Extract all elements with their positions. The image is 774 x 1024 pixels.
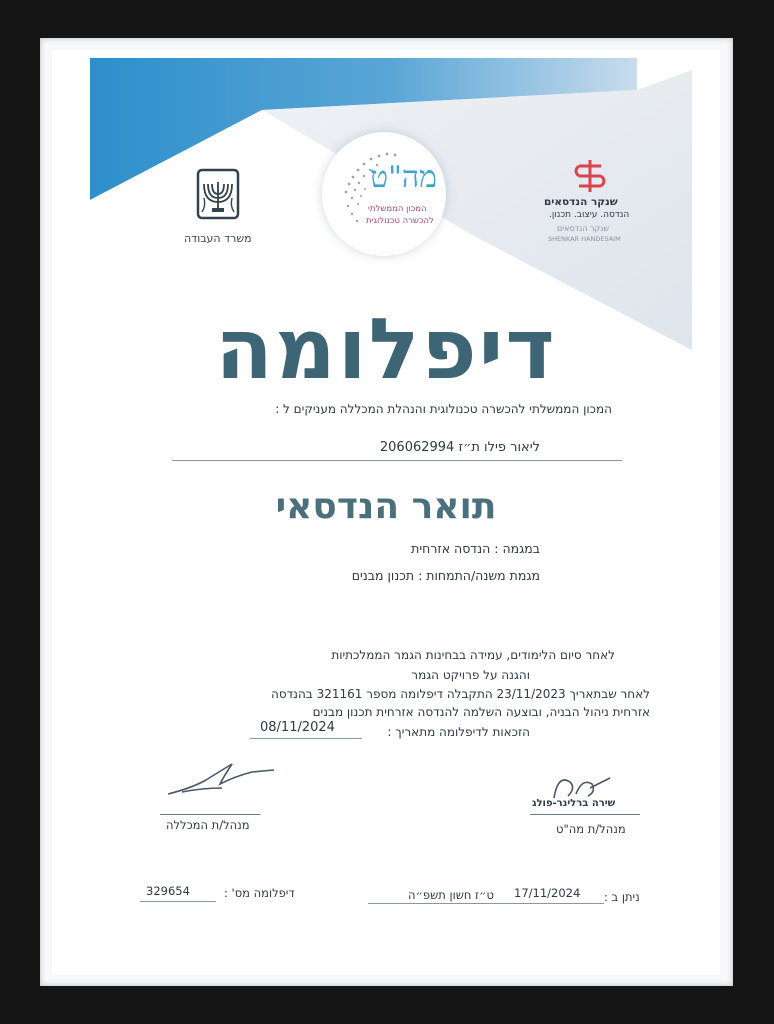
mahat-logo-sub2: להכשרה טכנולוגית <box>366 216 434 226</box>
body-line-2: והגנה על פרויקט הגמר <box>411 668 530 682</box>
mahat-logo <box>322 132 446 256</box>
issued-date-underline <box>368 903 604 904</box>
mahat-logo-sub1: המכון הממשלתי <box>368 204 427 214</box>
menorah-emblem-icon <box>196 168 240 222</box>
ministry-label: משרד העבודה <box>184 232 252 245</box>
body-line-1: לאחר סיום הלימודים, עמידה בבחינות הגמר הממלכתיות <box>331 648 615 662</box>
diploma-number-underline <box>140 901 216 902</box>
right-signature-name: שירה ברלינר-פולג <box>532 798 616 809</box>
shenkar-name: שנקר הנדסאים <box>544 196 618 208</box>
issued-date: 17/11/2024 <box>514 886 581 900</box>
left-signature-role: מנהל/ת המכללה <box>166 818 250 832</box>
right-signature-line <box>530 814 640 815</box>
rights-date-underline <box>250 738 362 739</box>
recipient-underline <box>172 460 622 461</box>
body-line-3: לאחר שבתאריך 23/11/2023 התקבלה דיפלומה מספר 321161 בהנדסה <box>270 687 650 701</box>
mahat-logo-text: מה"ט <box>370 160 437 195</box>
left-signature-line <box>160 814 260 815</box>
rights-label: הזכאות לדיפלומה מתאריך : <box>387 725 530 739</box>
body-line-4: אזרחית ניהול הבניה, ובוצעה השלמה להנדסה אזרחית תכנון מבנים <box>312 705 650 719</box>
recipient-name-id: ליאור פילו ת״ז 206062994 <box>379 440 540 455</box>
diploma-title: דיפלומה <box>215 300 557 398</box>
degree-title: תואר הנדסאי <box>275 486 497 527</box>
college-director-signature <box>162 758 282 798</box>
shenkar-small: שנקר הנדסאים <box>557 224 610 233</box>
diploma-number: 329654 <box>146 884 190 898</box>
right-signature-role: מנהל/ת מה"ט <box>556 822 626 836</box>
grant-line: המכון הממשלתי להכשרה טכנולוגית והנהלת המכללה מעניקים ל : <box>275 402 612 416</box>
issued-hebrew-date: ט״ז חשון תשפ״ה <box>408 888 494 902</box>
diploma-paper <box>52 50 720 975</box>
issued-label: ניתן ב : <box>604 890 640 904</box>
shenkar-tagline: הנדסה. עיצוב. תכנון. <box>549 210 630 220</box>
diploma-number-label: דיפלומה מס' : <box>224 886 295 900</box>
shenkar-logo-icon <box>571 158 609 194</box>
major-line: במגמה : הנדסה אזרחית <box>411 541 540 556</box>
shenkar-latin: SHENKAR HANDESAIM <box>548 235 621 243</box>
rights-date: 08/11/2024 <box>260 720 335 735</box>
sub-major-line: מגמת משנה/התמחות : תכנון מבנים <box>351 568 540 583</box>
